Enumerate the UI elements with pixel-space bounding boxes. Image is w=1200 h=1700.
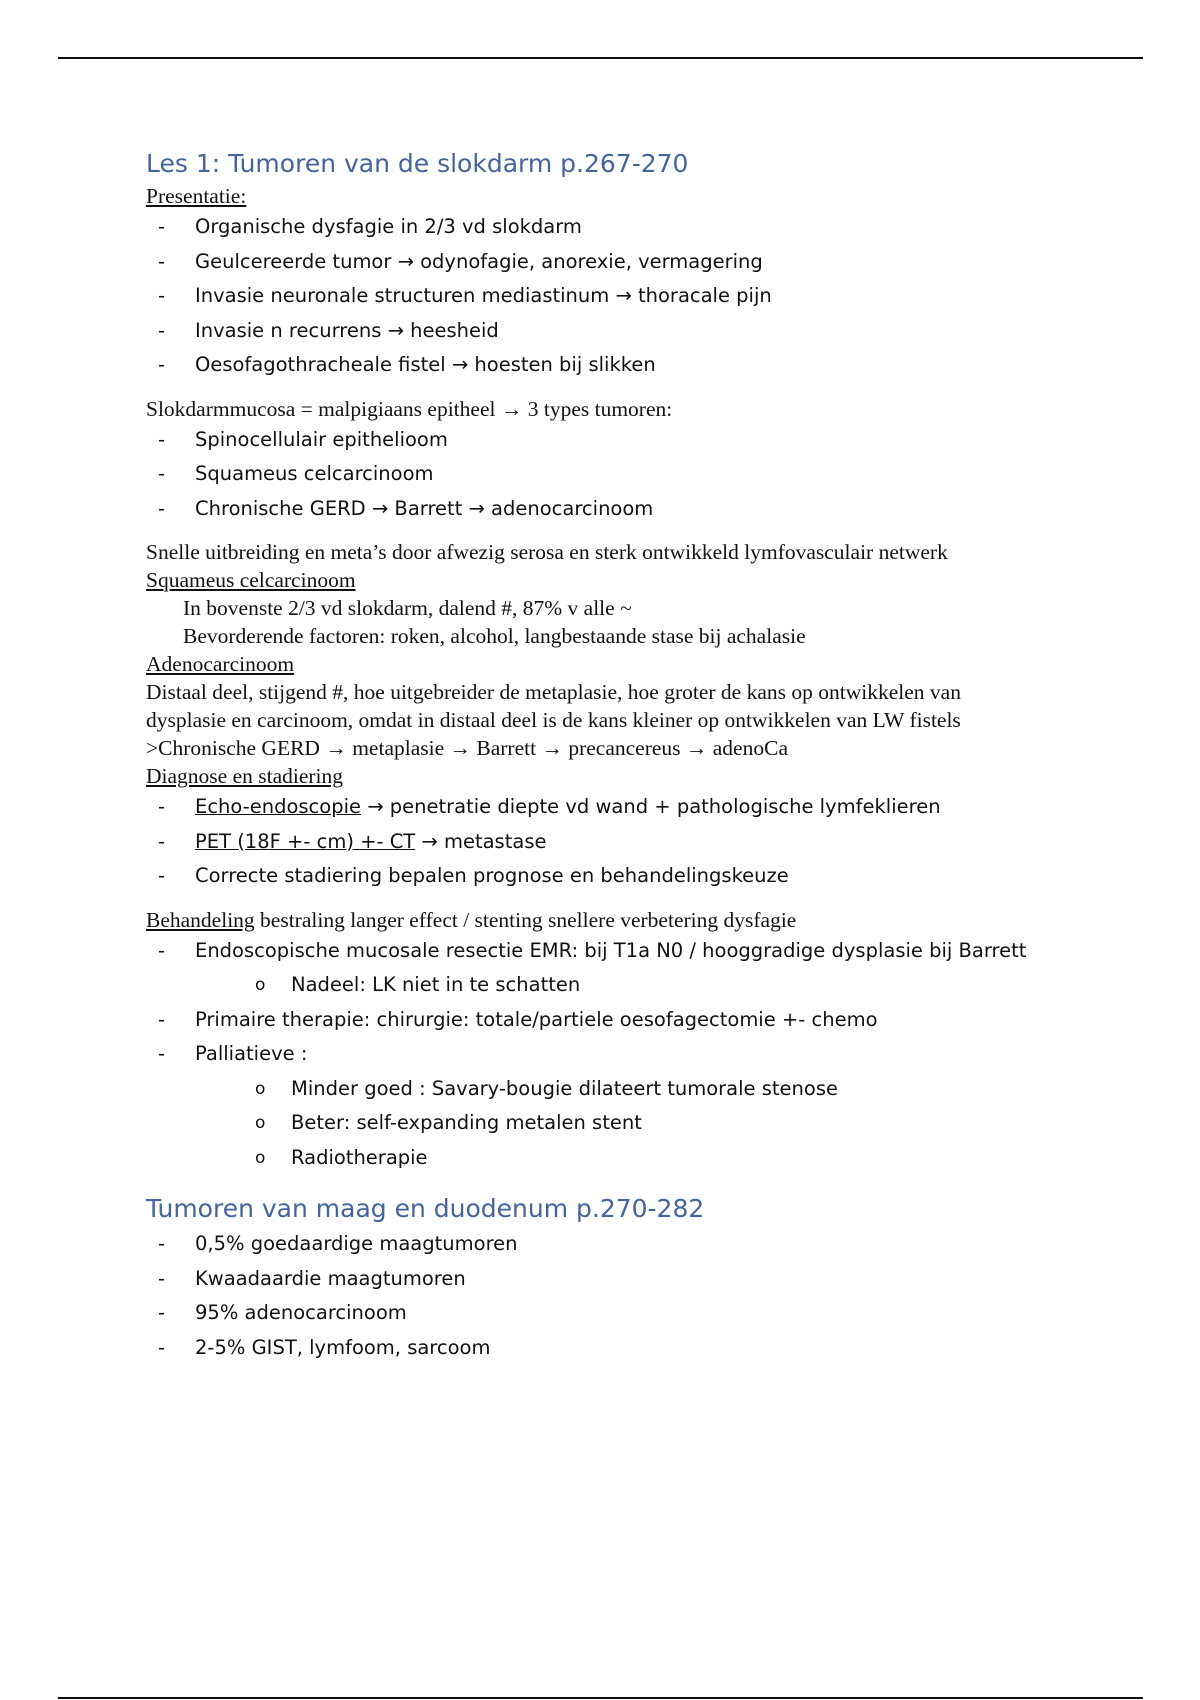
adeno-line: Distaal deel, stijgend #, hoe uitgebreider de metaplasie, hoe groter de kans op ontwikkelen van xyxy=(146,680,961,704)
list-item: - Geulcereerde tumor → odynofagie, anorexie, vermagering xyxy=(146,245,1146,280)
sub-list-item: o Beter: self-expanding metalen stent xyxy=(146,1106,1146,1141)
list-item: - Invasie n recurrens → heesheid xyxy=(146,314,1146,349)
mucosa-line: Slokdarmmucosa = malpigiaans epitheel → 3 types tumoren: xyxy=(146,396,673,421)
diagnose-text: → metastase xyxy=(415,829,547,853)
adeno-line: dysplasie en carcinoom, omdat in distaal deel is de kans kleiner op ontwikkelen van LW fistels xyxy=(146,708,961,732)
list-item xyxy=(146,790,1146,825)
squameus-line: Bevorderende factoren: roken, alcohol, langbestaande stase bij achalasie xyxy=(183,624,806,648)
list-item: - 95% adenocarcinoom xyxy=(146,1296,1146,1331)
maag-list xyxy=(146,1227,1146,1365)
squameus-label: Squameus celcarcinoom xyxy=(146,568,356,592)
adeno-line: >Chronische GERD → metaplasie → Barrett → precancereus → adenoCa xyxy=(146,736,788,760)
list-item: - 0,5% goedaardige maagtumoren xyxy=(146,1227,1146,1262)
sub-list-item: o Nadeel: LK niet in te schatten xyxy=(146,968,1146,1003)
spread-line: Snelle uitbreiding en meta’s door afwezig serosa en sterk ontwikkeld lymfovasculair netwerk xyxy=(146,540,948,564)
section2-heading: Tumoren van maag en duodenum p.270-282 xyxy=(146,1194,705,1223)
presentatie-list xyxy=(146,210,1146,383)
adeno-label: Adenocarcinoom xyxy=(146,652,295,676)
diagnose-label: Diagnose en stadiering xyxy=(146,764,344,788)
list-item: - Spinocellulair epithelioom xyxy=(146,423,1146,458)
list-item xyxy=(146,859,1146,894)
diagnose-text: Correcte stadiering bepalen prognose en behandelingskeuze xyxy=(195,864,789,887)
list-item: - Palliatieve : xyxy=(146,1037,1146,1072)
presentatie-label: Presentatie: xyxy=(146,184,247,208)
page-bottom-rule xyxy=(58,1697,1143,1699)
list-item xyxy=(146,825,1146,860)
behandeling-line xyxy=(146,906,1146,934)
tumor-types-list xyxy=(146,423,1146,527)
document-body xyxy=(146,146,1146,1365)
list-item: - 2-5% GIST, lymfoom, sarcoom xyxy=(146,1331,1146,1366)
list-item: - Squameus celcarcinoom xyxy=(146,457,1146,492)
diagnose-term: Echo-endoscopie xyxy=(195,795,361,818)
sub-list-item: o Minder goed : Savary-bougie dilateert tumorale stenose xyxy=(146,1072,1146,1107)
page-top-rule xyxy=(58,57,1143,59)
section1-heading: Les 1: Tumoren van de slokdarm p.267-270 xyxy=(146,149,689,178)
list-item: - Invasie neuronale structuren mediastinum → thoracale pijn xyxy=(146,279,1146,314)
list-item: - Primaire therapie: chirurgie: totale/partiele oesofagectomie +- chemo xyxy=(146,1003,1146,1038)
list-item: - Oesofagothracheale fistel → hoesten bij slikken xyxy=(146,348,1146,383)
list-item: - Chronische GERD → Barrett → adenocarcinoom xyxy=(146,492,1146,527)
diagnose-text: → penetratie diepte vd wand + pathologische lymfeklieren xyxy=(361,795,941,818)
behandeling-label: Behandeling xyxy=(146,907,255,932)
diagnose-list xyxy=(146,790,1146,894)
squameus-line: In bovenste 2/3 vd slokdarm, dalend #, 87% v alle ~ xyxy=(183,596,632,620)
list-item: - Kwaadaardie maagtumoren xyxy=(146,1262,1146,1297)
list-item: - Organische dysfagie in 2/3 vd slokdarm xyxy=(146,210,1146,245)
sub-list-item: o Radiotherapie xyxy=(146,1141,1146,1176)
diagnose-term: PET (18F +- cm) +- CT xyxy=(195,829,416,853)
behandeling-list xyxy=(146,934,1146,1176)
list-item: - Endoscopische mucosale resectie EMR: bij T1a N0 / hooggradige dysplasie bij Barrett xyxy=(146,934,1146,969)
behandeling-text: bestraling langer effect / stenting snellere verbetering dysfagie xyxy=(254,907,797,932)
